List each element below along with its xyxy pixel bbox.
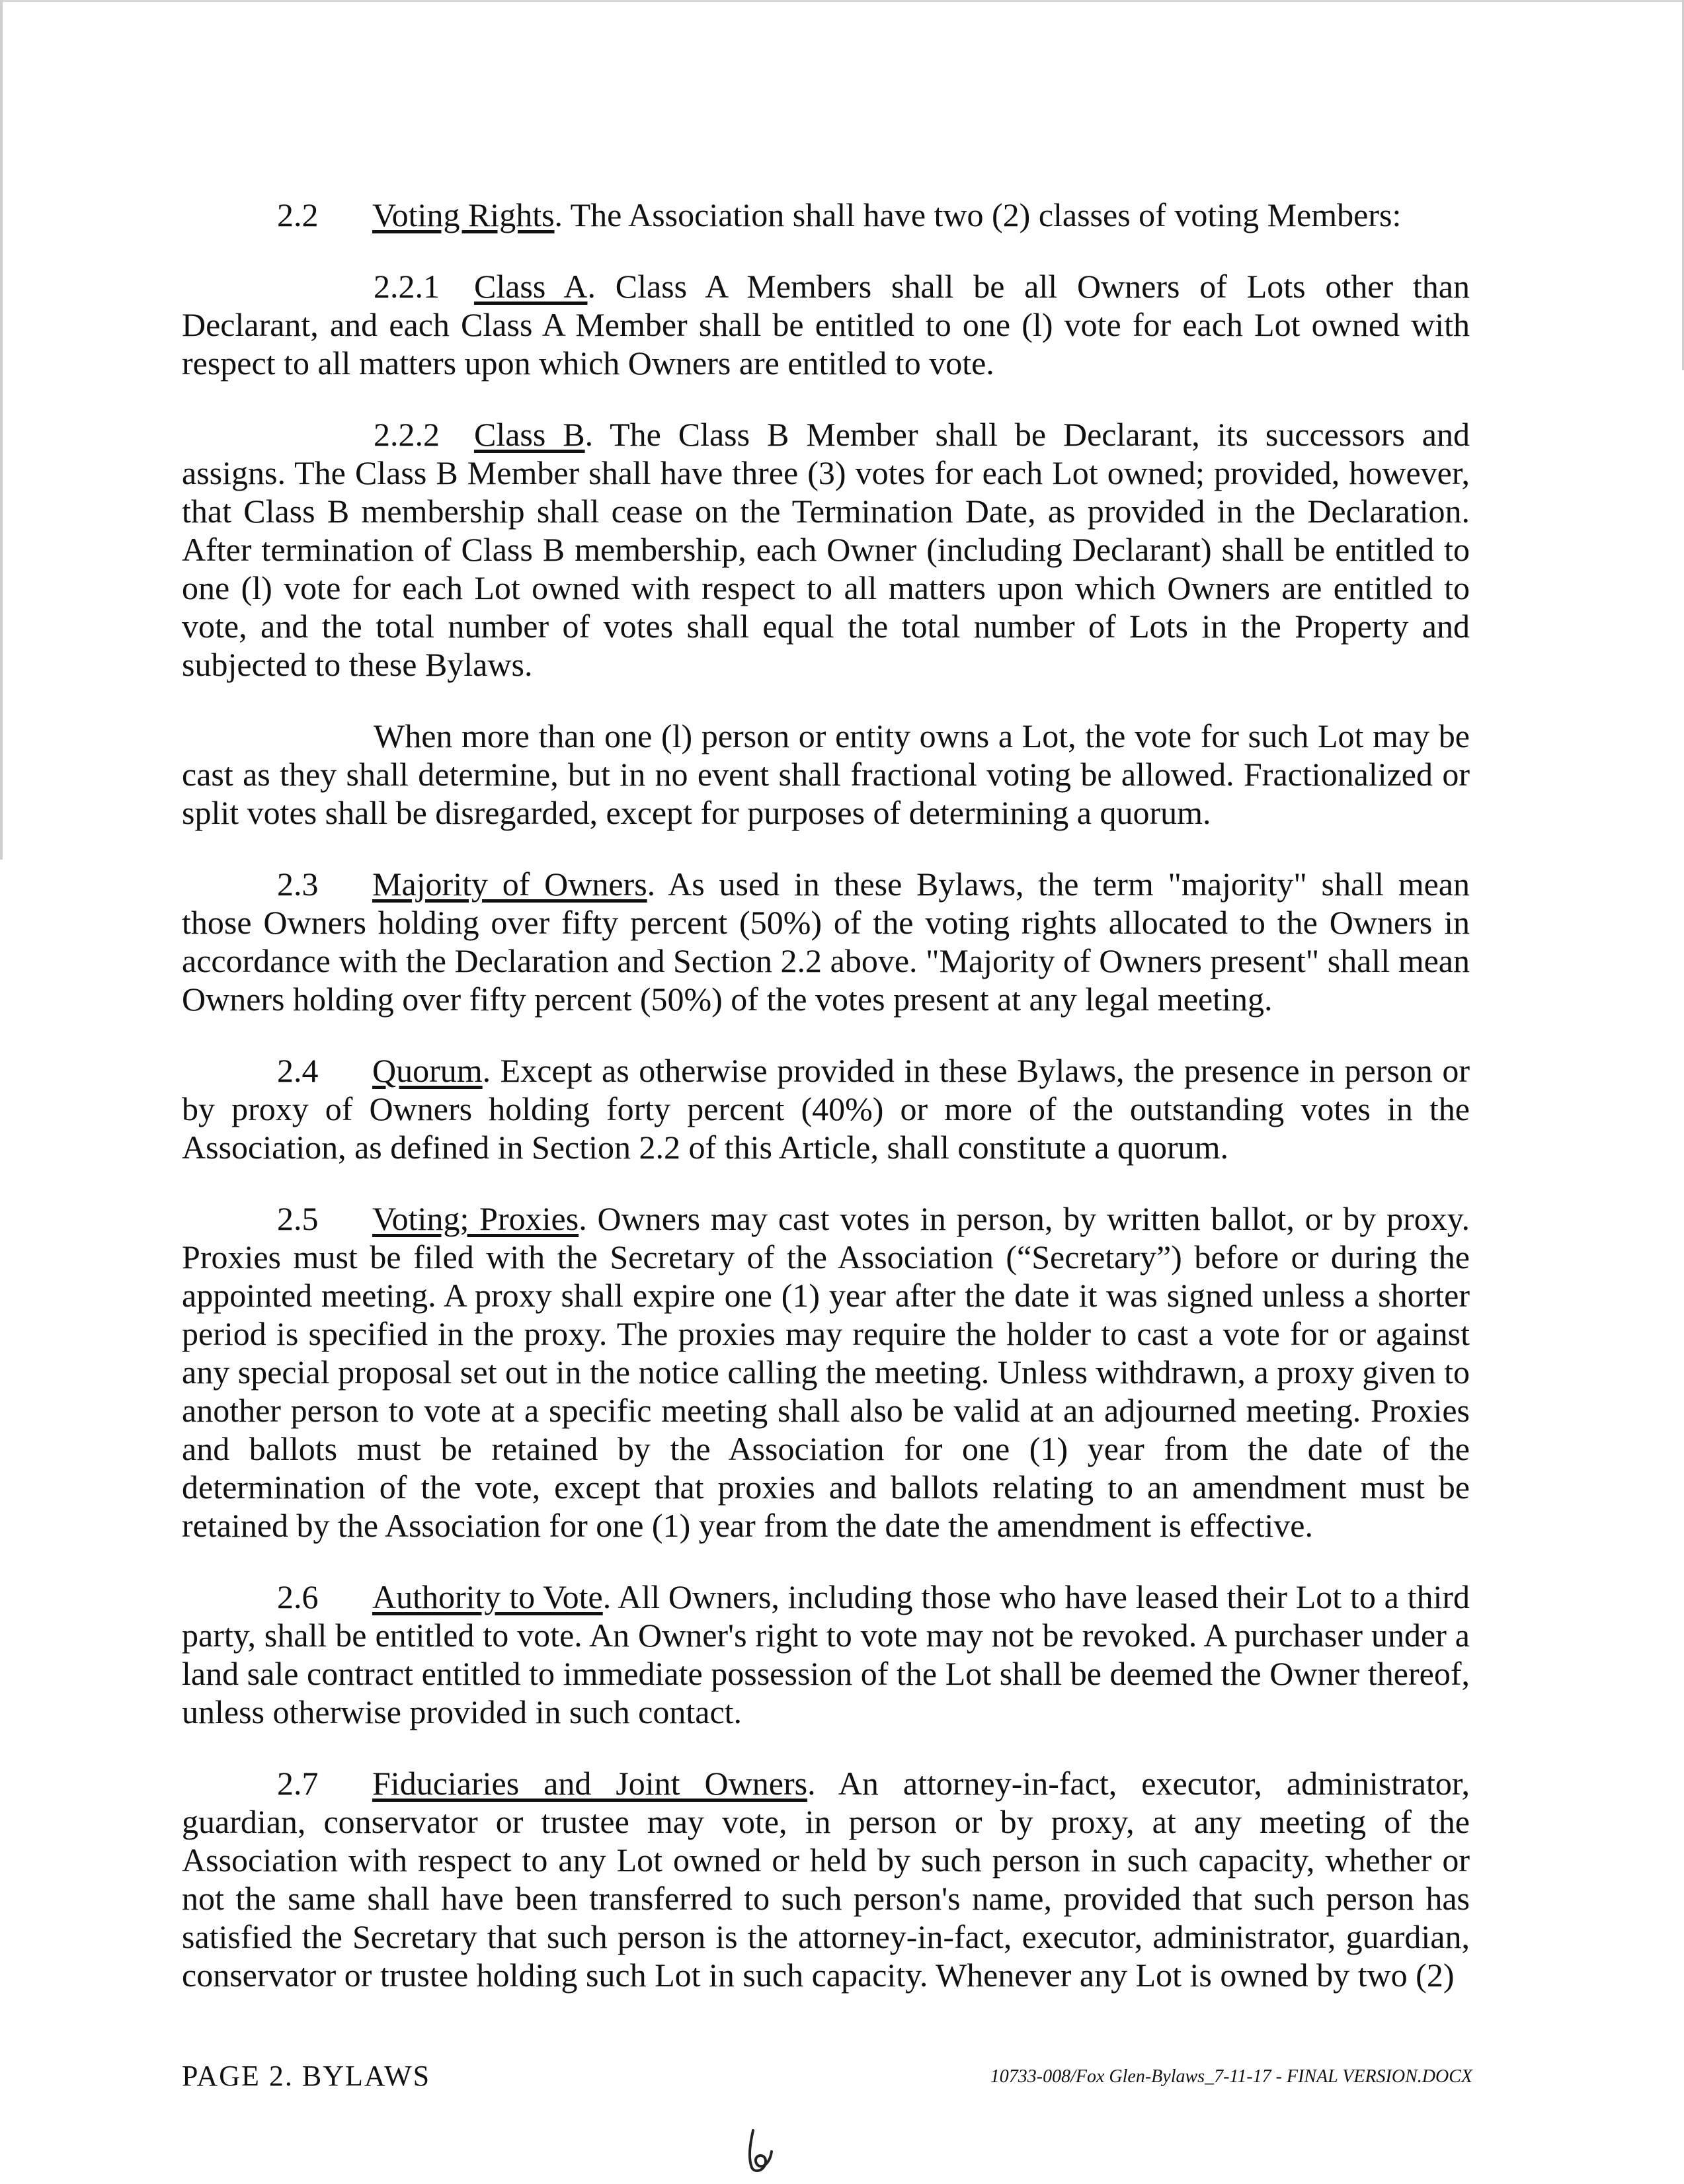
section-number: 2.2 (277, 196, 319, 233)
section-heading: Class A (474, 268, 588, 305)
document-body (182, 196, 1470, 2027)
section-heading: Quorum (372, 1052, 483, 1089)
section-heading: Class B (474, 416, 585, 453)
paragraph-text: When more than one (l) person or entity owns a Lot, the vote for such Lot may be cast as they shall determine, but in no event shall fractional voting be allowed. Fractionalized or split votes shall be disregarded, except for purposes of determining a quorum. (182, 717, 1470, 831)
section-2-6 (182, 1578, 1470, 1731)
section-text: . All Owners, including those who have leased their Lot to a third party, shall be entitled to vote. An Owner's right to vote may not be revoked. A purchaser under a land sale contract entitled to immediate possession of the Lot shall be deemed the Owner thereof, unless otherwise provided in such contact. (182, 1578, 1470, 1730)
section-2-2-1 (182, 267, 1470, 382)
section-2-3 (182, 865, 1470, 1018)
section-number: 2.4 (277, 1052, 319, 1089)
section-text: . As used in these Bylaws, the term "majority" shall mean those Owners holding over fifty percent (50%) of the voting rights allocated to the Owners in accordance with the Declaration and Section 2.2 above. "Majority of Owners present" shall mean Owners holding over fifty percent (50%) of the votes present at any legal meeting. (182, 866, 1470, 1018)
section-number: 2.5 (277, 1200, 319, 1237)
section-heading: Fiduciaries and Joint Owners (372, 1765, 808, 1802)
section-text: . The Association shall have two (2) classes of voting Members: (554, 196, 1402, 233)
section-text: . Except as otherwise provided in these Bylaws, the presence in person or by proxy of Owners holding forty percent (40%) or more of the outstanding votes in the Association, as defined in Section 2.2 of this Article, shall constitute a quorum. (182, 1052, 1470, 1166)
section-number: 2.2.2 (374, 416, 440, 453)
section-2-7 (182, 1764, 1470, 1994)
scan-edge-left (0, 0, 3, 860)
section-heading: Voting; Proxies (372, 1200, 579, 1237)
section-number: 2.6 (277, 1578, 319, 1615)
section-number: 2.3 (277, 866, 319, 903)
section-2-2 (182, 196, 1470, 234)
section-heading: Voting Rights (372, 196, 555, 233)
section-heading: Majority of Owners (372, 866, 647, 903)
section-number: 2.2.1 (374, 268, 440, 305)
section-text: . Class A Members shall be all Owners of Lots other than Declarant, and each Class A Member shall be entitled to one (l) vote for each Lot owned with respect to all matters upon which Owners are entitled to vote. (182, 268, 1470, 382)
paragraph-multiple-owners (182, 717, 1470, 832)
section-text: . An attorney-in-fact, executor, administrator, guardian, conservator or trustee may vote, in person or by proxy, at any meeting of the Association with respect to any Lot owned or held by such person in such capacity, whether or not the same shall have been transferred to such person's name, provided that such person has satisfied the Secretary that such person is the attorney-in-fact, executor, administrator, guardian, conservator or trustee holding such Lot in such capacity. Whenever any Lot is owned by two (2) (182, 1765, 1470, 1994)
footer-file-reference: 10733-008/Fox Glen-Bylaws_7-11-17 - FINAL VERSION.DOCX (990, 2066, 1472, 2087)
section-2-4 (182, 1051, 1470, 1166)
scan-edge-top (0, 0, 1684, 2)
handwritten-page-number (745, 2128, 774, 2174)
section-text: . Owners may cast votes in person, by written ballot, or by proxy. Proxies must be filed with the Secretary of the Association (“Secretary”) before or during the appointed meeting. A proxy shall expire one (1) year after the date it was signed unless a shorter period is specified in the proxy. The proxies may require the holder to cast a vote for or against any special proposal set out in the notice calling the meeting. Unless withdrawn, a proxy given to another person to vote at a specific meeting shall also be valid at an adjourned meeting. Proxies and ballots must be retained by the Association for one (1) year from the date of the determination of the vote, except that proxies and ballots relating to an amendment must be retained by the Association for one (1) year from the date the amendment is effective. (182, 1200, 1470, 1544)
section-2-2-2 (182, 415, 1470, 684)
section-text: . The Class B Member shall be Declarant, its successors and assigns. The Class B Member shall have three (3) votes for each Lot owned; provided, however, that Class B membership shall cease on the Termination Date, as provided in the Declaration. After termination of Class B membership, each Owner (including Declarant) shall be entitled to one (l) vote for each Lot owned with respect to all matters upon which Owners are entitled to vote, and the total number of votes shall equal the total number of Lots in the Property and subjected to these Bylaws. (182, 416, 1470, 683)
section-heading: Authority to Vote (372, 1578, 603, 1615)
footer-page-label: PAGE 2. BYLAWS (182, 2060, 431, 2092)
section-number: 2.7 (277, 1765, 319, 1802)
section-2-5 (182, 1199, 1470, 1545)
